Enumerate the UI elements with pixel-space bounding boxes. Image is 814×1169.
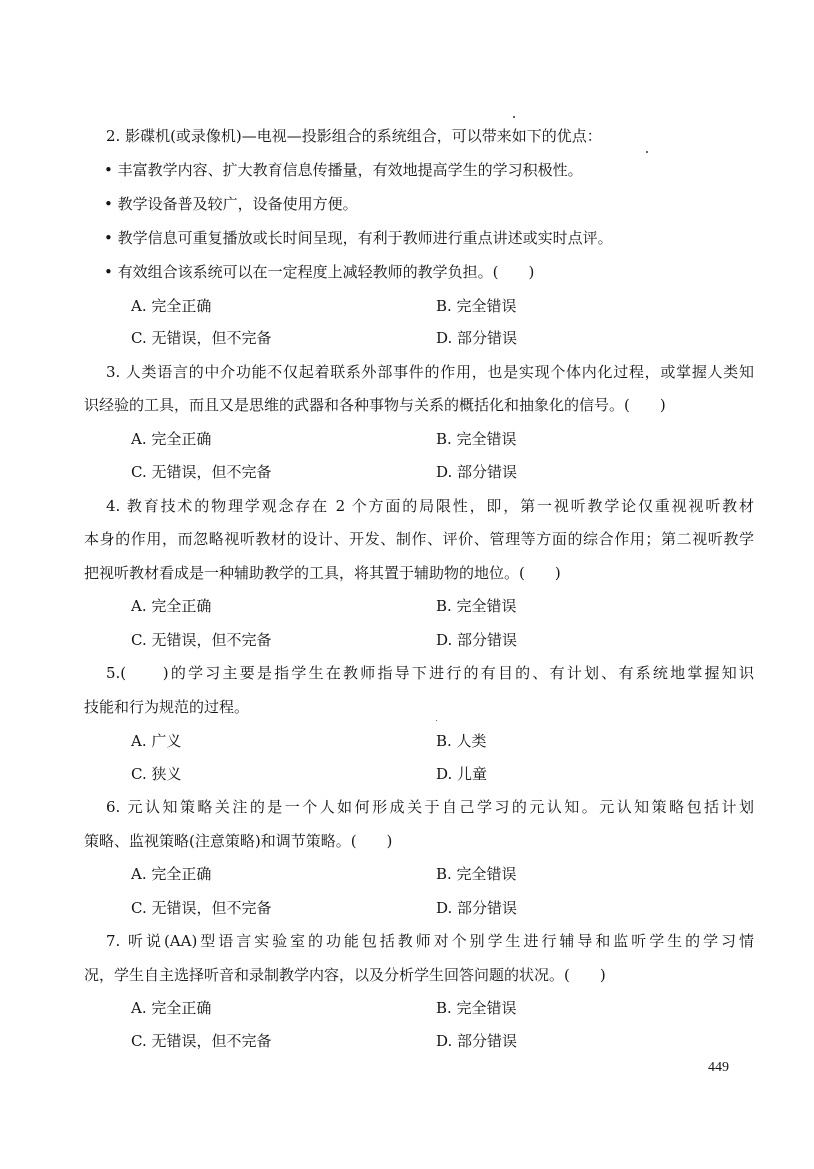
option-c[interactable]: C. 无错误，但不完备 (131, 631, 272, 649)
question-4-line-3: 把视听教材看成是一种辅助教学的工具，将其置于辅助物的地位。( ) (84, 564, 561, 582)
question-4-options-row-2 (131, 629, 631, 651)
scan-speck (646, 151, 648, 153)
option-b[interactable]: B. 完全错误 (436, 297, 517, 315)
option-a[interactable]: A. 完全正确 (131, 430, 212, 448)
page-number: 449 (708, 1060, 729, 1075)
option-b[interactable]: B. 完全错误 (436, 430, 517, 448)
scan-speck (436, 720, 437, 721)
option-a[interactable]: A. 广义 (131, 732, 182, 750)
option-c[interactable]: C. 无错误，但不完备 (131, 329, 272, 347)
question-3-options-row-1 (131, 428, 631, 450)
option-d[interactable]: D. 部分错误 (436, 329, 518, 347)
question-7-line-1: 7. 听说(AA)型语言实验室的功能包括教师对个别学生进行辅导和监听学生的学习情 (106, 932, 754, 950)
question-3-line-1: 3. 人类语言的中介功能不仅起着联系外部事件的作用，也是实现个体内化过程，或掌握人类知 (106, 363, 754, 381)
option-c[interactable]: C. 无错误，但不完备 (131, 1032, 272, 1050)
question-4-line-1: 4. 教育技术的物理学观念存在 2 个方面的局限性，即，第一视听教学论仅重视视听教材 (106, 497, 754, 515)
question-5-line-1: 5.( )的学习主要是指学生在教师指导下进行的有目的、有计划、有系统地掌握知识 (106, 664, 754, 682)
option-a[interactable]: A. 完全正确 (131, 865, 212, 883)
question-7-options-row-1 (131, 997, 631, 1019)
question-2-bullet-4: • 有效组合该系统可以在一定程度上减轻教师的教学负担。( ) (104, 263, 535, 281)
question-3-options-row-2 (131, 461, 631, 483)
option-d[interactable]: D. 部分错误 (436, 631, 518, 649)
option-b[interactable]: B. 完全错误 (436, 597, 517, 615)
question-7-line-2: 况，学生自主选择听音和录制教学内容，以及分析学生回答问题的状况。( ) (84, 966, 606, 984)
option-c[interactable]: C. 无错误，但不完备 (131, 463, 272, 481)
question-3-line-2: 识经验的工具，而且又是思维的武器和各种事物与关系的概括化和抽象化的信号。( ) (84, 396, 666, 414)
question-2-bullet-1: • 丰富教学内容、扩大教育信息传播量，有效地提高学生的学习积极性。 (104, 161, 583, 179)
scan-speck (513, 116, 515, 118)
question-5-line-2: 技能和行为规范的过程。 (84, 698, 250, 716)
option-d[interactable]: D. 部分错误 (436, 899, 518, 917)
option-a[interactable]: A. 完全正确 (131, 297, 212, 315)
question-2-line-1: 2. 影碟机(或录像机)—电视—投影组合的系统组合，可以带来如下的优点： (106, 127, 602, 145)
question-5-options-row-1 (131, 730, 631, 752)
question-4-options-row-1 (131, 595, 631, 617)
question-6-options-row-2 (131, 897, 631, 919)
question-2-bullet-3: • 教学信息可重复播放或长时间呈现，有利于教师进行重点讲述或实时点评。 (104, 229, 613, 247)
question-7-options-row-2 (131, 1030, 631, 1052)
question-6-line-2: 策略、监视策略(注意策略)和调节策略。( ) (84, 832, 393, 850)
question-6-line-1: 6. 元认知策略关注的是一个人如何形成关于自己学习的元认知。元认知策略包括计划 (106, 798, 754, 816)
option-d[interactable]: D. 儿童 (436, 765, 488, 783)
option-b[interactable]: B. 完全错误 (436, 865, 517, 883)
option-b[interactable]: B. 完全错误 (436, 999, 517, 1017)
option-b[interactable]: B. 人类 (436, 732, 487, 750)
question-2-bullet-2: • 教学设备普及较广，设备使用方便。 (104, 195, 358, 213)
question-5-options-row-2 (131, 763, 631, 785)
option-c[interactable]: C. 无错误，但不完备 (131, 899, 272, 917)
option-d[interactable]: D. 部分错误 (436, 463, 518, 481)
question-2-options-row-1 (131, 295, 631, 317)
option-a[interactable]: A. 完全正确 (131, 999, 212, 1017)
option-c[interactable]: C. 狭义 (131, 765, 182, 783)
option-d[interactable]: D. 部分错误 (436, 1032, 518, 1050)
question-2-options-row-2 (131, 327, 631, 349)
question-4-line-2: 本身的作用，而忽略视听教材的设计、开发、制作、评价、管理等方面的综合作用；第二视听教学 (84, 530, 754, 548)
question-6-options-row-1 (131, 863, 631, 885)
option-a[interactable]: A. 完全正确 (131, 597, 212, 615)
